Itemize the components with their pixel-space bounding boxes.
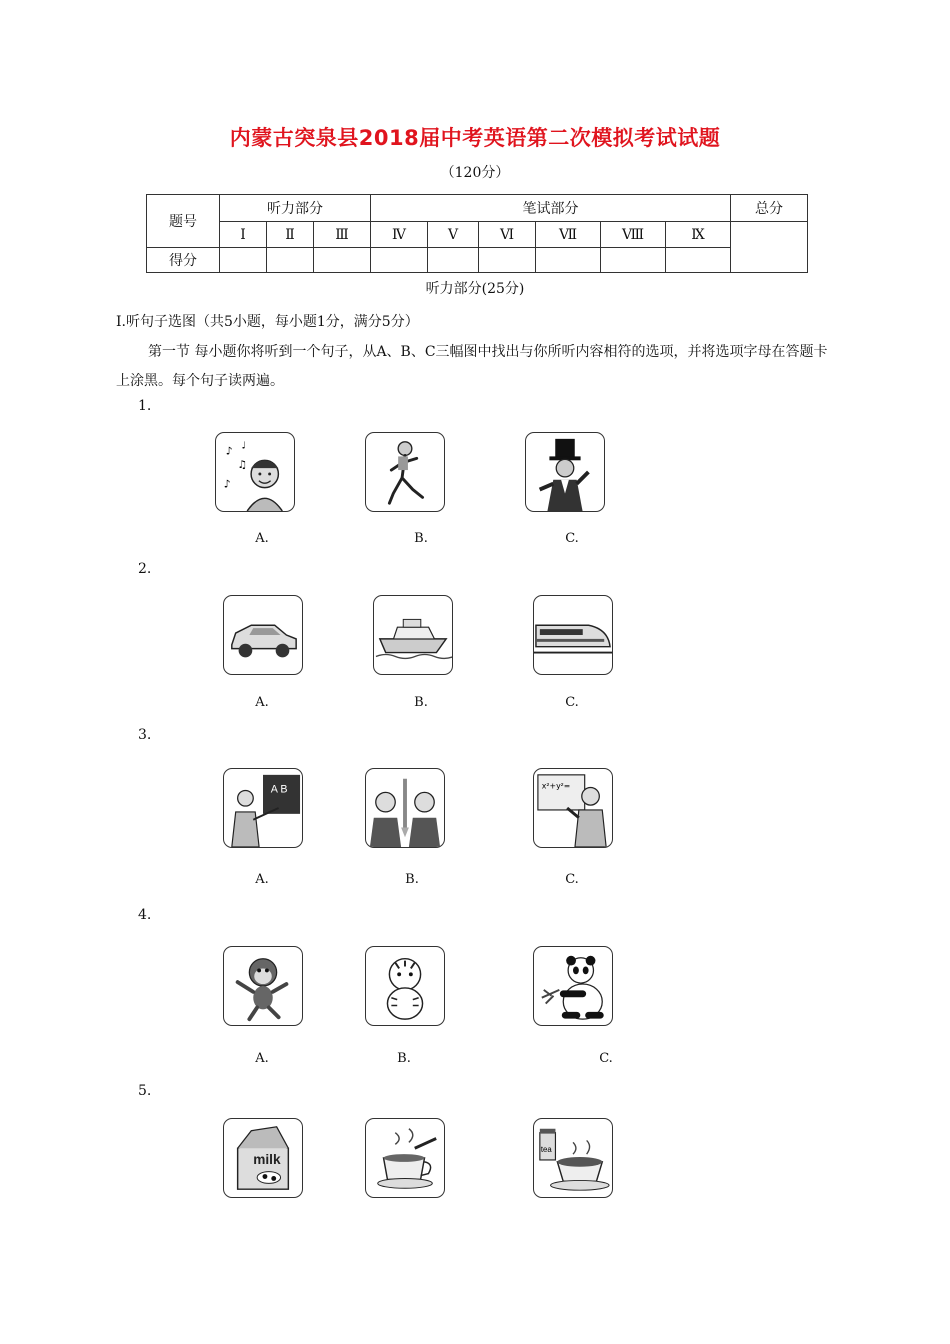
scientists-icon[interactable] [365, 768, 445, 848]
score-table-header-tihao: 题号 [147, 195, 220, 248]
score-table-col: Ⅴ [428, 222, 479, 248]
section-title: Ⅰ.听句子选图（共5小题，每小题1分，满分5分） [116, 314, 419, 330]
panda-icon[interactable] [533, 946, 613, 1026]
score-cell[interactable] [479, 248, 536, 273]
page-title: 内蒙古突泉县2018届中考英语第二次模拟考试试题 [229, 126, 721, 150]
svg-text:A B: A B [270, 783, 288, 796]
singing-boy-icon[interactable] [215, 432, 295, 512]
score-table-row-label: 得分 [147, 248, 220, 273]
listening-heading: 听力部分(25分) [425, 281, 525, 297]
tea-cup-icon[interactable] [533, 1118, 613, 1198]
option-label: B. [405, 872, 419, 887]
question-number: 1. [138, 398, 152, 414]
option-label: A. [255, 1051, 269, 1066]
score-cell[interactable] [536, 248, 601, 273]
option-label: A. [255, 872, 269, 887]
page-subtitle: （120分） [440, 165, 510, 181]
score-table [146, 194, 808, 273]
train-icon[interactable] [533, 595, 613, 675]
score-cell[interactable] [371, 248, 428, 273]
milk-carton-icon[interactable] [223, 1118, 303, 1198]
score-table-col: Ⅳ [371, 222, 428, 248]
ship-icon[interactable] [373, 595, 453, 675]
option-label: C. [565, 695, 579, 710]
svg-text:♪: ♪ [223, 477, 231, 491]
question-number: 3. [138, 727, 152, 743]
option-label: C. [565, 872, 579, 887]
question-number: 2. [138, 561, 152, 577]
section-instructions: 第一节 每小题你将听到一个句子，从A、B、C三幅图中找出与你所听内容相符的选项，并将选项字母在答题卡上涂黑。每个句子读两遍。 [116, 344, 828, 389]
option-label: A. [255, 531, 269, 546]
score-table-col: Ⅸ [666, 222, 731, 248]
question-number: 4. [138, 907, 152, 923]
score-table-header-written: 笔试部分 [371, 195, 731, 222]
monkey-icon[interactable] [223, 946, 303, 1026]
score-cell[interactable] [428, 248, 479, 273]
teacher-board-icon[interactable] [223, 768, 303, 848]
score-table-total-cell[interactable] [731, 222, 808, 273]
score-table-col: Ⅱ [267, 222, 314, 248]
score-cell[interactable] [666, 248, 731, 273]
running-man-icon[interactable] [365, 432, 445, 512]
option-label: B. [414, 695, 428, 710]
option-label: B. [397, 1051, 411, 1066]
score-table-header-listening: 听力部分 [220, 195, 371, 222]
question-number: 5. [138, 1083, 152, 1099]
score-cell[interactable] [314, 248, 371, 273]
tiger-icon[interactable] [365, 946, 445, 1026]
svg-text:♪: ♪ [225, 444, 233, 458]
tea-can-label: tea [540, 1145, 552, 1155]
score-cell[interactable] [601, 248, 666, 273]
svg-text:♫: ♫ [237, 458, 248, 472]
score-table-header-total: 总分 [731, 195, 808, 222]
option-label: B. [414, 531, 428, 546]
score-table-col: Ⅰ [220, 222, 267, 248]
svg-text:♩: ♩ [241, 440, 246, 452]
score-table-col: Ⅲ [314, 222, 371, 248]
score-table-col: Ⅵ [479, 222, 536, 248]
car-icon[interactable] [223, 595, 303, 675]
coffee-cup-icon[interactable] [365, 1118, 445, 1198]
magician-icon[interactable] [525, 432, 605, 512]
svg-text:x²+y²=: x²+y²= [541, 781, 571, 791]
option-label: C. [565, 531, 579, 546]
option-label: C. [599, 1051, 613, 1066]
score-cell[interactable] [220, 248, 267, 273]
option-label: A. [255, 695, 269, 710]
score-table-col: Ⅷ [601, 222, 666, 248]
milk-carton-label: milk [253, 1151, 281, 1167]
score-cell[interactable] [267, 248, 314, 273]
math-teacher-icon[interactable] [533, 768, 613, 848]
score-table-col: Ⅶ [536, 222, 601, 248]
